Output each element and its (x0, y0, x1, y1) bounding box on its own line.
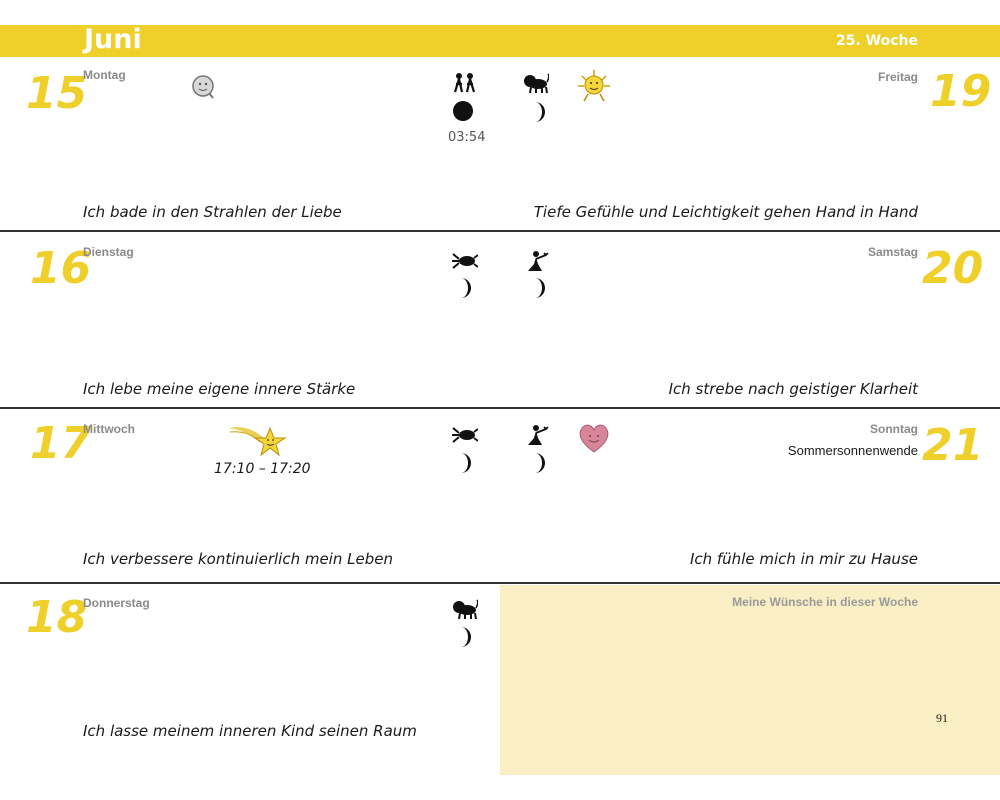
crescent-moon-icon (453, 451, 475, 475)
day-name-mon: Montag (83, 68, 126, 82)
notes-title: Meine Wünsche in dieser Woche (732, 595, 918, 609)
cancer-icon (452, 250, 478, 272)
day-number-mon: 15 (26, 68, 88, 119)
month-title: Juni (84, 24, 142, 55)
page-number: 91 (936, 711, 948, 725)
event-sun: Sommersonnenwende (787, 443, 918, 458)
day-number-sun: 21 (922, 420, 984, 471)
crescent-moon-icon (453, 276, 475, 300)
virgo-icon (524, 424, 550, 446)
row-divider (0, 582, 1000, 584)
week-label: 25. Woche (836, 33, 918, 49)
shooting-star-icon (226, 422, 288, 460)
day-name-tue: Dienstag (83, 245, 134, 259)
affirmation-tue: Ich lebe meine eigene innere Stärke (83, 380, 356, 398)
sun-character-icon (574, 68, 614, 104)
crescent-moon-icon (527, 100, 549, 124)
day-name-fri: Freitag (877, 70, 918, 84)
new-moon-time: 03:54 (448, 130, 486, 145)
day-number-fri: 19 (930, 66, 992, 117)
affirmation-sat: Ich strebe nach geistiger Klarheit (668, 380, 918, 398)
affirmation-fri: Tiefe Gefühle und Leichtigkeit gehen Hand in Hand (533, 203, 918, 221)
day-number-wed: 17 (30, 418, 92, 469)
heart-icon (576, 422, 612, 454)
clock-face-icon (190, 74, 218, 102)
cancer-icon (452, 424, 478, 446)
day-name-sun: Sonntag (870, 422, 918, 436)
wishes-notes-box[interactable] (500, 585, 1000, 775)
leo-icon (523, 72, 549, 94)
crescent-moon-icon (527, 276, 549, 300)
month-header (0, 25, 1000, 57)
day-name-wed: Mittwoch (83, 422, 135, 436)
leo-icon (452, 598, 478, 620)
row-divider (0, 230, 1000, 232)
crescent-moon-icon (527, 451, 549, 475)
virgo-icon (524, 250, 550, 272)
time-range-wed: 17:10 – 17:20 (214, 461, 311, 477)
day-name-thu: Donnerstag (83, 596, 150, 610)
day-number-sat: 20 (922, 243, 984, 294)
row-divider (0, 407, 1000, 409)
day-name-sat: Samstag (867, 245, 918, 259)
crescent-moon-icon (453, 625, 475, 649)
gemini-icon (452, 72, 478, 94)
affirmation-thu: Ich lasse meinem inneren Kind seinen Raum (83, 722, 417, 740)
affirmation-wed: Ich verbessere kontinuierlich mein Leben (83, 550, 393, 568)
affirmation-mon: Ich bade in den Strahlen der Liebe (83, 203, 342, 221)
day-number-tue: 16 (30, 243, 92, 294)
affirmation-sun: Ich fühle mich in mir zu Hause (689, 550, 918, 568)
day-number-thu: 18 (26, 592, 88, 643)
new-moon-icon (452, 100, 474, 122)
